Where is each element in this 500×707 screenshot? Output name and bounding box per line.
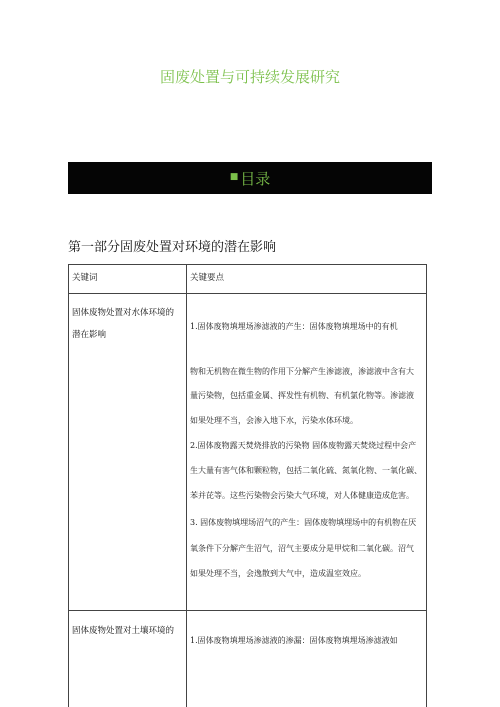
table-row-line: 苯并芘等。这些污染物会污染大气环境，对人体健康造成危害。 [190,491,414,500]
table-row-line: 1.固体废物填埋场渗滤液的渗漏：固体废物填埋场渗滤液如 [190,636,398,645]
table-row-line: 3. 固体废物填埋场沼气的产生：固体废物填埋场中的有机物在厌 [190,518,417,527]
table-row-line: 1.固体废物填埋场渗滤液的产生：固体废物填埋场中的有机 [190,322,398,331]
table-row-line: 氧条件下分解产生沼气，沼气主要成分是甲烷和二氧化碳。沼气 [190,544,414,553]
header-key-points: 关键要点 [190,273,225,283]
table-row-line: 如果处理不当，会渗入地下水，污染水体环境。 [190,416,358,425]
square-bullet-icon: ■ [229,172,239,182]
section-heading: 第一部分固废处置对环境的潜在影响 [68,240,277,255]
toc-banner [68,162,432,194]
table-divider [69,293,426,294]
key-points-table [68,264,427,707]
table-row-line: 2.固体废物露天焚烧排放的污染物 固体废物露天焚烧过程中会产 [190,441,417,450]
document-title: 固废处置与可持续发展研究 [159,68,340,86]
row-keyword: 固体废物处置对土壤环境的 [72,626,175,636]
column-divider [186,265,187,707]
row-keyword: 固体废物处置对水体环境的 潜在影响 [72,308,175,340]
toc-label: 目录 [240,169,271,188]
table-row-line: 如果处理不当，会逸散到大气中，造成温室效应。 [190,569,366,578]
table-divider [69,610,426,611]
table-row-line: 生大量有害气体和颗粒物，包括二氧化硫、氮氧化物、一氧化碳、 [190,466,422,475]
table-row-line: 物和无机物在微生物的作用下分解产生渗滤液，渗滤液中含有大 [190,367,414,376]
table-row-line: 量污染物，包括重金属、挥发性有机物、有机氯化物等。渗滤液 [190,391,414,400]
header-keyword: 关键词 [72,273,98,283]
